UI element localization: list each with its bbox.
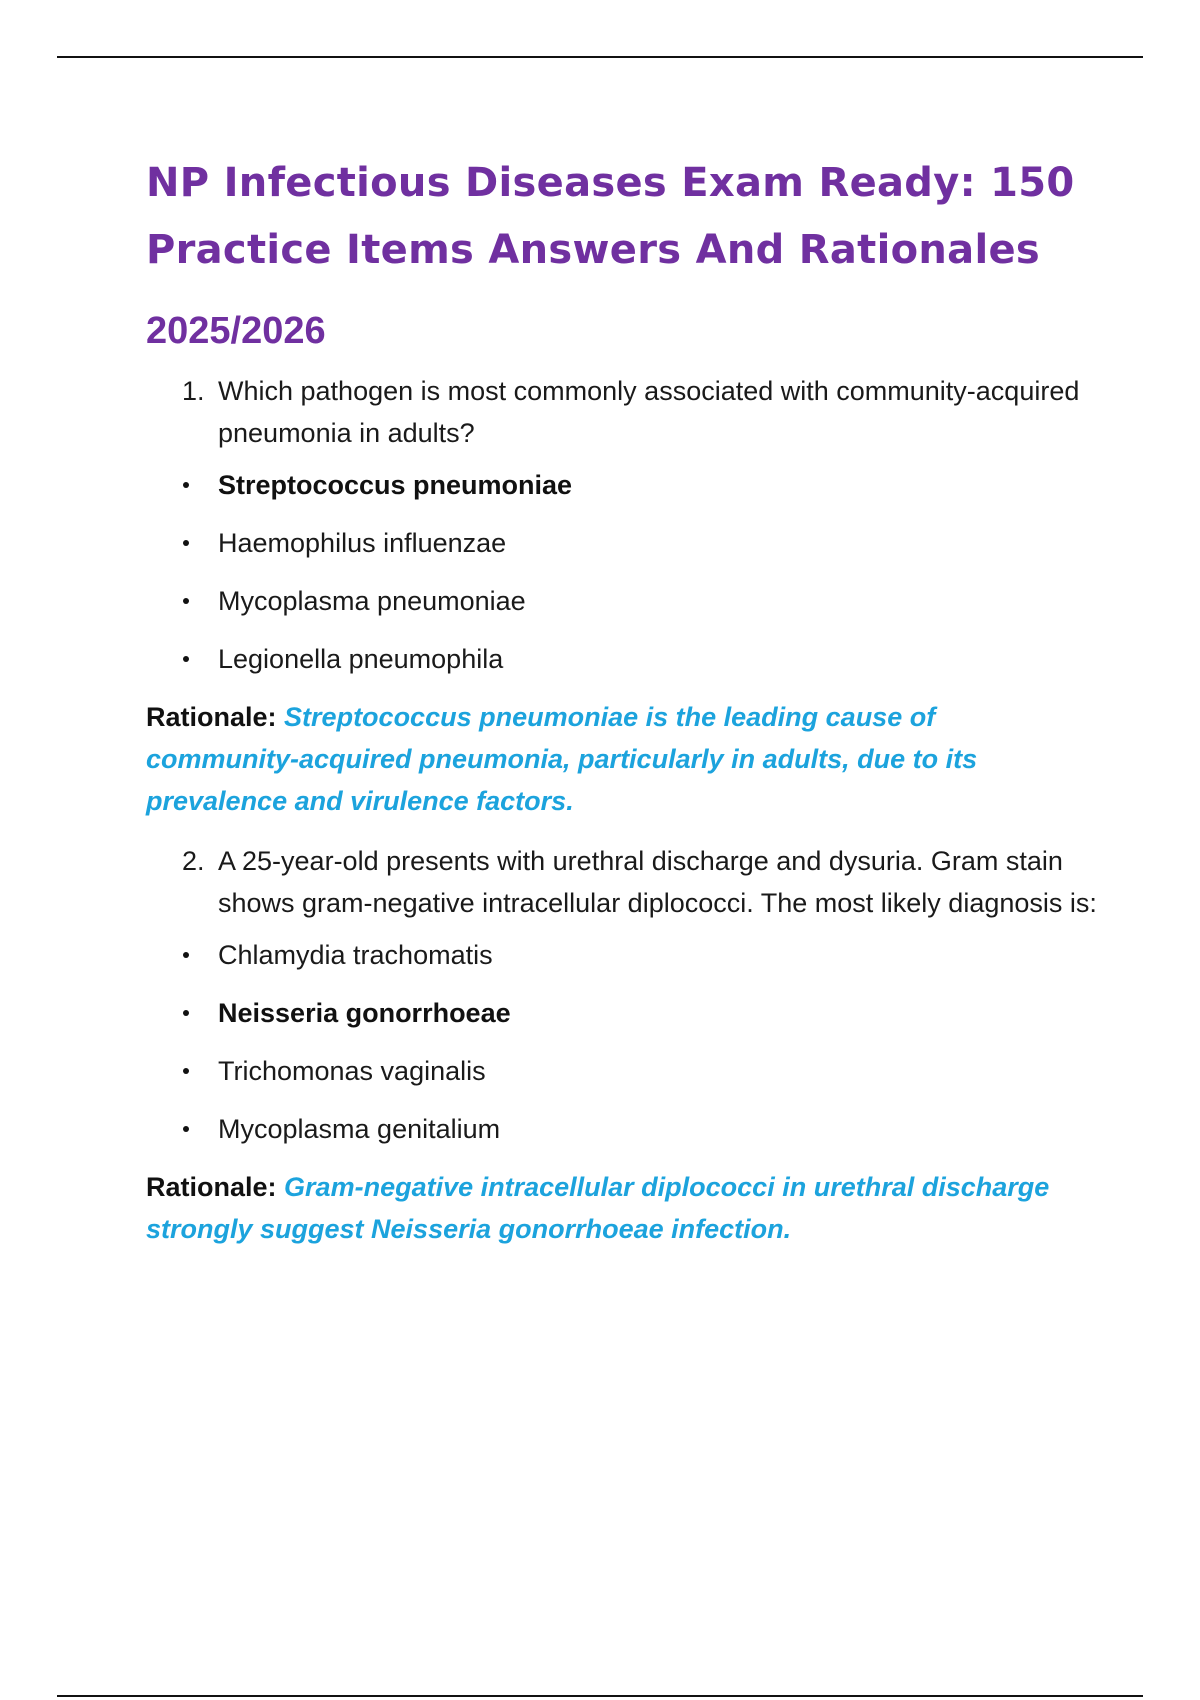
question-1 — [146, 370, 1106, 454]
bullet-icon — [183, 540, 189, 546]
rationale-2 — [146, 1166, 1086, 1250]
option-label: Haemophilus influenzae — [218, 528, 507, 558]
document-year: 2025/2026 — [146, 310, 326, 352]
rationale-1 — [146, 696, 1086, 822]
option-label: Mycoplasma genitalium — [218, 1114, 501, 1144]
bullet-icon — [183, 656, 189, 662]
bullet-icon — [183, 952, 189, 958]
question-2 — [146, 840, 1106, 924]
option — [146, 1050, 1106, 1092]
question-number: 1. — [182, 376, 205, 406]
document-title: NP Infectious Diseases Exam Ready: 150 Practice Items Answers And Rationales — [146, 160, 1075, 273]
question-1-options — [146, 464, 1106, 680]
rationale-text: Streptococcus pneumoniae is the leading cause of community-acquired pneumonia, particularly in adults, due to its prevalence and virulence factors. — [146, 702, 978, 816]
bullet-icon — [183, 1126, 189, 1132]
bullet-icon — [183, 1010, 189, 1016]
option-label: Chlamydia trachomatis — [218, 940, 493, 970]
option-label: Neisseria gonorrhoeae — [218, 998, 511, 1028]
option-label: Trichomonas vaginalis — [218, 1056, 486, 1086]
bullet-icon — [183, 482, 189, 488]
bullet-icon — [183, 1068, 189, 1074]
option — [146, 522, 1106, 564]
option-label: Legionella pneumophila — [218, 644, 504, 674]
question-number: 2. — [182, 846, 205, 876]
question-2-options — [146, 934, 1106, 1150]
rationale-text: Gram-negative intracellular diplococci in urethral discharge strongly suggest Neisseria gonorrhoeae infection. — [146, 1172, 1050, 1244]
option-label: Mycoplasma pneumoniae — [218, 586, 526, 616]
question-text: Which pathogen is most commonly associated with community-acquired pneumonia in adults? — [218, 376, 1080, 448]
option — [146, 638, 1106, 680]
footer-rule — [57, 1695, 1143, 1697]
option — [146, 580, 1106, 622]
option — [146, 934, 1106, 976]
header-rule — [57, 56, 1143, 58]
rationale-label: Rationale: — [146, 702, 277, 732]
document-body — [146, 150, 1106, 1250]
rationale-label: Rationale: — [146, 1172, 277, 1202]
option — [146, 1108, 1106, 1150]
option-label: Streptococcus pneumoniae — [218, 470, 573, 500]
option-correct — [146, 464, 1106, 506]
option-correct — [146, 992, 1106, 1034]
question-text: A 25-year-old presents with urethral discharge and dysuria. Gram stain shows gram-negative intracellular diplococci. The most likely diagnosis is: — [218, 846, 1097, 918]
bullet-icon — [183, 598, 189, 604]
